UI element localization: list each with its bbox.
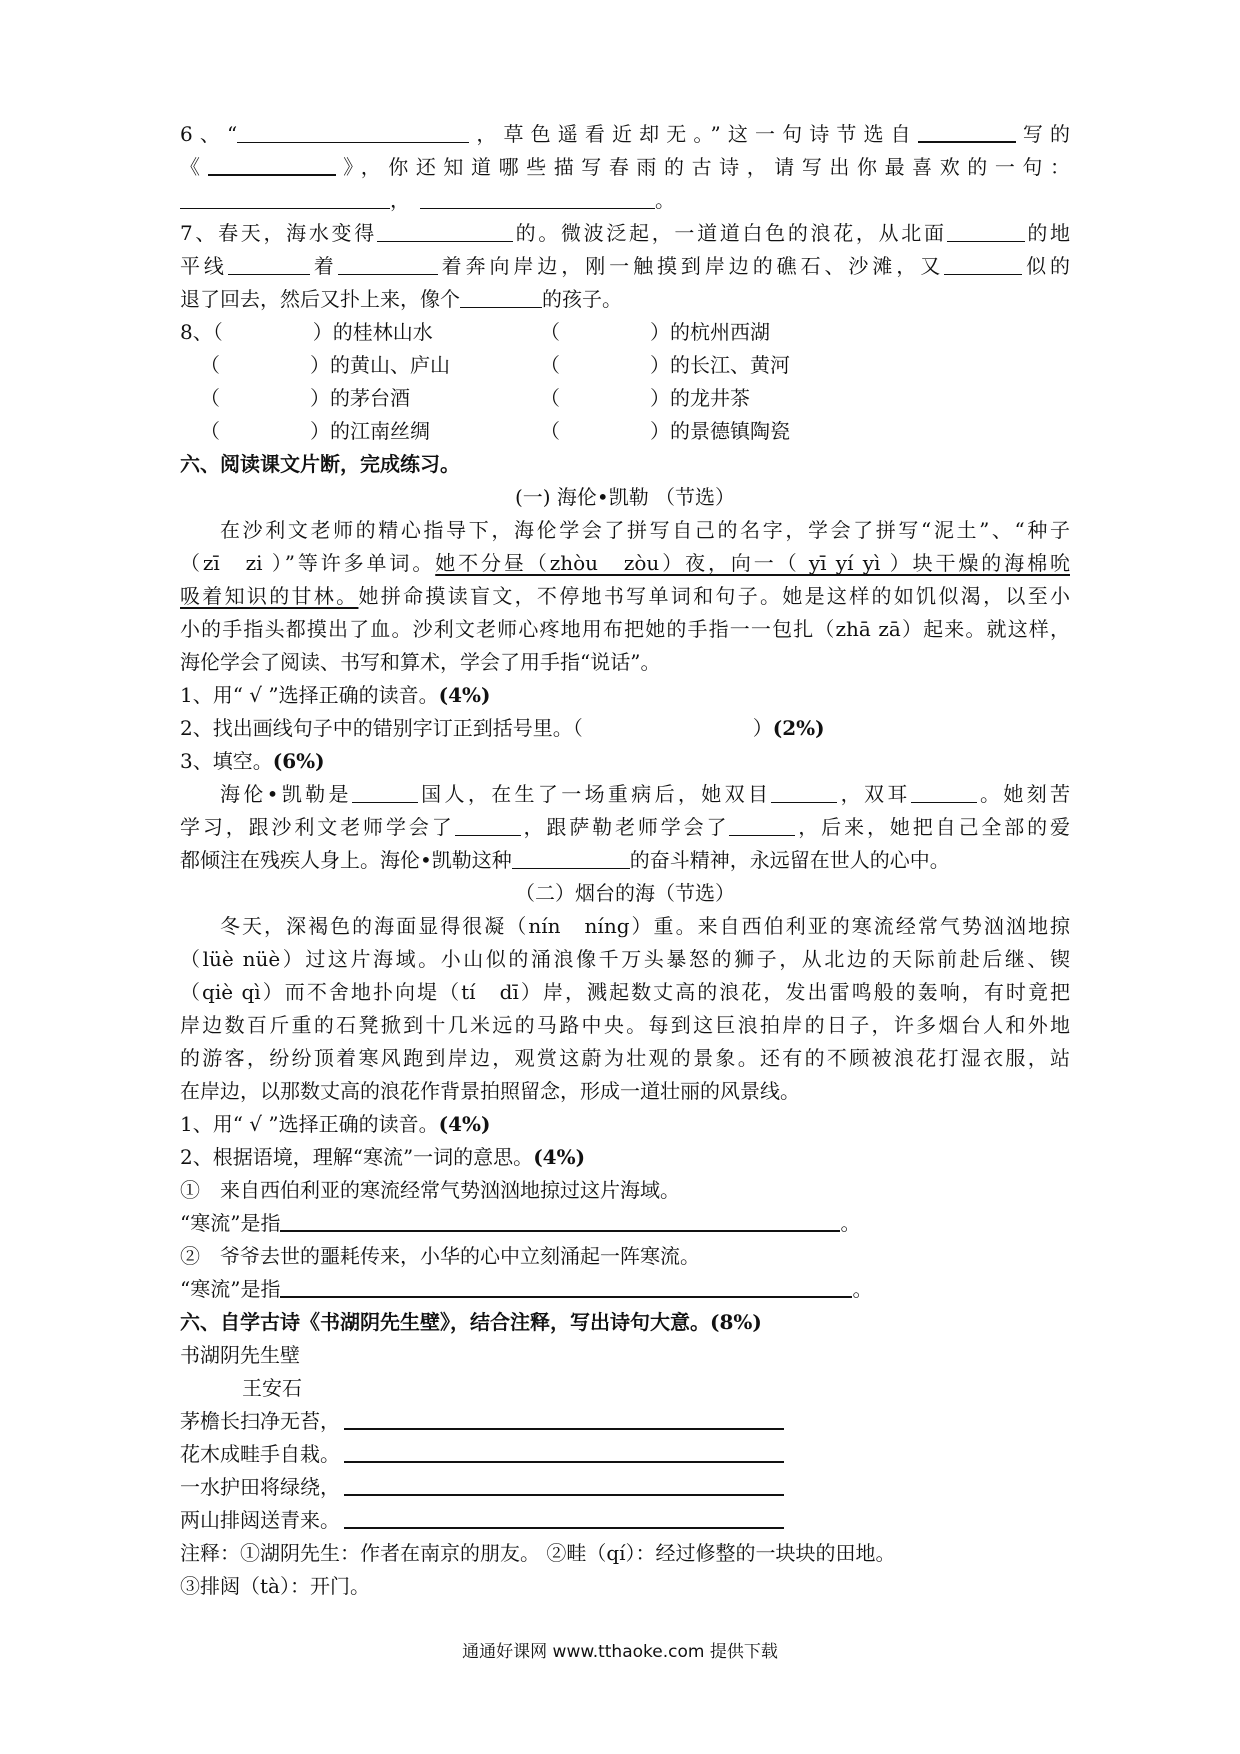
fill-text: ，跟萨勒老师学会了 bbox=[520, 815, 730, 839]
section-heading bbox=[180, 1306, 1070, 1339]
fill-text: 海伦•凯勒是 bbox=[220, 782, 352, 806]
fill-text: 国人，在生了一场重病后，她双目 bbox=[417, 782, 772, 806]
q8-item: 的景德镇陶瓷 bbox=[670, 419, 790, 443]
passage-line: 在岸边，以那数丈高的浪花作背景拍照留念，形成一道壮丽的风景线。 bbox=[180, 1079, 800, 1103]
section-heading: 六、阅读课文片断，完成练习。 bbox=[180, 452, 460, 476]
q7-line-1 bbox=[180, 217, 1070, 250]
passage-line bbox=[180, 580, 1070, 613]
passage-text: 她拼命摸读盲文，不停地书写单词和句子。她是这样的如饥似渴，以至小 bbox=[358, 584, 1071, 608]
answer-blank[interactable] bbox=[228, 252, 310, 275]
passage-line bbox=[180, 547, 1070, 580]
passage-title: （二）烟台的海（节选） bbox=[515, 881, 735, 905]
poem-note: ③排闼（tà）：开门。 bbox=[180, 1574, 370, 1598]
score: (4%) bbox=[438, 683, 491, 707]
bracket: ） bbox=[650, 320, 670, 344]
q6-text: ，草色遥看近却无。”这一句诗节选自 bbox=[469, 122, 918, 146]
answer-blank[interactable] bbox=[180, 186, 390, 209]
fill-line bbox=[180, 811, 1070, 844]
fill-text: 都倾注在残疾人身上。海伦•凯勒这种 bbox=[180, 848, 512, 872]
q6-text: 《 bbox=[180, 155, 208, 179]
poem-text: 茅檐长扫净无苔， bbox=[180, 1409, 340, 1433]
answer-blank[interactable] bbox=[280, 1208, 840, 1232]
q7-line-2 bbox=[180, 250, 1070, 283]
q7-line-3 bbox=[180, 283, 1070, 316]
q7-text: 的。微波泛起，一道道白色的浪花，从北面 bbox=[512, 221, 947, 245]
question bbox=[180, 1141, 1070, 1174]
q8-item: 的杭州西湖 bbox=[670, 320, 770, 344]
answer-blank[interactable] bbox=[918, 119, 1016, 143]
bracket: ） bbox=[650, 353, 670, 377]
question bbox=[180, 712, 1070, 745]
answer-blank[interactable] bbox=[455, 813, 521, 836]
q6-text: 》，你还知道哪些描写春雨的古诗，请写出你最喜欢的一句： bbox=[335, 155, 1071, 179]
q7-text: 似的 bbox=[1022, 254, 1071, 278]
poem-line bbox=[180, 1405, 1070, 1438]
score: (2%) bbox=[772, 716, 825, 740]
passage-line: 岸边数百斤重的石凳掀到十几米远的马路中央。每到这巨浪拍岸的日子，许多烟台人和外地 bbox=[180, 1013, 1070, 1037]
passage-line: 小的手指头都摸出了血。沙利文老师心疼地用布把她的手指一一包扎（zhā zā）起来。就这样， bbox=[180, 617, 1070, 641]
fill-text: 的奋斗精神，永远留在世人的心中。 bbox=[629, 848, 950, 872]
answer-blank[interactable] bbox=[729, 813, 795, 836]
q8-number: 8、 bbox=[180, 320, 213, 344]
fill-text: ，后来，她把自己全部的爱 bbox=[795, 815, 1071, 839]
score: (6%) bbox=[272, 749, 325, 773]
underlined-sentence: 吸着知识的甘林。 bbox=[180, 584, 359, 608]
answer-blank[interactable] bbox=[344, 1406, 784, 1430]
score: (4%) bbox=[533, 1145, 586, 1169]
q6-text: 写的 bbox=[1015, 122, 1071, 146]
fill-line bbox=[180, 844, 1070, 877]
answer-label: “寒流”是指 bbox=[180, 1211, 281, 1235]
q8-right bbox=[540, 349, 790, 382]
poem-title: 书湖阴先生壁 bbox=[180, 1343, 300, 1367]
q8-item: 的黄山、庐山 bbox=[330, 353, 450, 377]
question-text: 1、用“ √ ”选择正确的读音。 bbox=[180, 1112, 439, 1136]
bracket: ） bbox=[752, 716, 773, 740]
period: 。 bbox=[852, 1277, 873, 1301]
answer-blank[interactable] bbox=[377, 219, 513, 242]
q8-item: 的长江、黄河 bbox=[670, 353, 790, 377]
answer-blank[interactable] bbox=[344, 1439, 784, 1463]
poem-line bbox=[180, 1471, 1070, 1504]
score: (4%) bbox=[438, 1112, 491, 1136]
q7-text: 着奔向岸边，刚一触摸到岸边的礁石、沙滩，又 bbox=[437, 254, 945, 278]
answer-label: “寒流”是指 bbox=[180, 1277, 281, 1301]
answer-blank[interactable] bbox=[344, 1505, 784, 1529]
passage-line: 海伦学会了阅读、书写和算术，学会了用手指“说话”。 bbox=[180, 650, 661, 674]
question bbox=[180, 679, 1070, 712]
question bbox=[180, 745, 1070, 778]
fill-text: 。她刻苦 bbox=[976, 782, 1071, 806]
passage-line: 在沙利文老师的精心指导下，海伦学会了拼写自己的名字，学会了拼写“泥土”、“种子 bbox=[220, 518, 1070, 542]
answer-blank[interactable] bbox=[420, 186, 655, 209]
bracket: （ bbox=[200, 386, 220, 410]
q6-text: 6、“ bbox=[180, 122, 238, 146]
bracket: ） bbox=[310, 419, 330, 443]
passage-text: （zī zi ）”等许多单词。 bbox=[180, 551, 436, 575]
footer-credit: 通通好课网 www.tthaoke.com 提供下载 bbox=[462, 1642, 778, 1662]
answer-blank[interactable] bbox=[947, 219, 1025, 242]
q7-text: 退了回去，然后又扑上来，像个 bbox=[180, 287, 460, 311]
poem-line bbox=[180, 1504, 1070, 1537]
bracket: ） bbox=[650, 386, 670, 410]
bracket: （ bbox=[200, 353, 220, 377]
q8-row bbox=[180, 415, 1070, 448]
answer-line bbox=[180, 1207, 1070, 1240]
q8-item: 的江南丝绸 bbox=[330, 419, 430, 443]
bracket: （ bbox=[540, 419, 560, 443]
fill-text: ，双耳 bbox=[837, 782, 911, 806]
bracket: ） bbox=[312, 320, 333, 344]
q8-item: 的桂林山水 bbox=[332, 320, 433, 344]
q8-item: 的龙井茶 bbox=[670, 386, 750, 410]
poem-text: 两山排闼送青来。 bbox=[180, 1508, 340, 1532]
question-text: 2、根据语境，理解“寒流”一词的意思。 bbox=[180, 1145, 534, 1169]
bracket: （ bbox=[212, 320, 223, 344]
answer-blank[interactable] bbox=[944, 252, 1022, 275]
q6-text: ， bbox=[390, 188, 410, 212]
question-text: 2、找出画线句子中的错别字订正到括号里。（ bbox=[180, 716, 583, 740]
passage-line: 的游客，纷纷顶着寒风跑到岸边，观赏这蔚为壮观的景象。还有的不顾被浪花打湿衣服，站 bbox=[180, 1046, 1070, 1070]
q8-row bbox=[180, 316, 1070, 349]
worksheet-page bbox=[180, 118, 1070, 1603]
answer-blank[interactable] bbox=[771, 780, 837, 803]
score: (8%) bbox=[710, 1310, 762, 1334]
question-text: 1、用“ √ ”选择正确的读音。 bbox=[180, 683, 439, 707]
bracket: （ bbox=[200, 419, 220, 443]
answer-blank[interactable] bbox=[911, 780, 977, 803]
poem-note: 注释：①湖阴先生：作者在南京的朋友。 ②畦（qí）：经过修整的一块块的田地。 bbox=[180, 1541, 896, 1565]
passage-title: (一) 海伦•凯勒 （节选） bbox=[514, 485, 736, 509]
q7-text: 7、春天，海水变得 bbox=[180, 221, 377, 245]
q8-right bbox=[540, 415, 790, 448]
poem-line bbox=[180, 1438, 1070, 1471]
bracket: （ bbox=[540, 386, 560, 410]
heading-text: 六、自学古诗《书湖阴先生壁》，结合注释，写出诗句大意。 bbox=[180, 1310, 710, 1334]
q7-text: 的地 bbox=[1024, 221, 1071, 245]
q8-item: 的茅台酒 bbox=[330, 386, 410, 410]
bracket: ） bbox=[650, 419, 670, 443]
answer-blank[interactable] bbox=[352, 780, 418, 803]
q8-row bbox=[180, 349, 1070, 382]
q6-line-1 bbox=[180, 118, 1070, 151]
answer-blank[interactable] bbox=[512, 846, 630, 869]
underlined-sentence: 她不分昼（zhòu zòu）夜，向一（ yī yí yì ）块干燥的海棉吮 bbox=[435, 551, 1070, 575]
passage-line: （lüè nüè）过这片海域。小山似的涌浪像千万头暴怒的狮子，从北边的天际前赴后继、锲 bbox=[180, 947, 1070, 971]
q7-text: 的孩子。 bbox=[542, 287, 622, 311]
context-sentence: ② 爷爷去世的噩耗传来，小华的心中立刻涌起一阵寒流。 bbox=[180, 1244, 700, 1268]
bracket: ） bbox=[310, 353, 330, 377]
q7-text: 平线 bbox=[180, 254, 228, 278]
answer-line bbox=[180, 1273, 1070, 1306]
q6-line-3 bbox=[180, 184, 1070, 217]
q7-text: 着 bbox=[309, 254, 338, 278]
bracket: （ bbox=[540, 353, 560, 377]
passage-line: （qiè qì）而不舍地扑向堤（tí dī）岸，溅起数丈高的浪花，发出雷鸣般的轰响，有时竟把 bbox=[180, 980, 1070, 1004]
bracket: （ bbox=[540, 320, 560, 344]
q8-right bbox=[540, 382, 750, 415]
question bbox=[180, 1108, 1070, 1141]
answer-blank[interactable] bbox=[280, 1274, 852, 1298]
fill-text: 学习，跟沙利文老师学会了 bbox=[180, 815, 455, 839]
poem-author: 王安石 bbox=[242, 1376, 302, 1400]
context-sentence: ① 来自西伯利亚的寒流经常气势汹汹地掠过这片海域。 bbox=[180, 1178, 680, 1202]
poem-text: 一水护田将绿绕， bbox=[180, 1475, 340, 1499]
answer-blank[interactable] bbox=[208, 152, 336, 176]
q6-text: 。 bbox=[655, 188, 675, 212]
fill-line bbox=[180, 778, 1070, 811]
answer-blank[interactable] bbox=[338, 252, 438, 275]
passage-line: 冬天，深褐色的海面显得很凝（nín níng）重。来自西伯利亚的寒流经常气势汹汹地掠 bbox=[220, 914, 1070, 938]
answer-blank[interactable] bbox=[344, 1472, 784, 1496]
answer-blank[interactable] bbox=[237, 120, 469, 143]
q8-right bbox=[540, 316, 770, 349]
answer-blank[interactable] bbox=[460, 285, 542, 308]
question-text: 3、填空。 bbox=[180, 749, 273, 773]
q6-line-2 bbox=[180, 151, 1070, 184]
bracket: ） bbox=[310, 386, 330, 410]
period: 。 bbox=[840, 1211, 861, 1235]
poem-text: 花木成畦手自栽。 bbox=[180, 1442, 340, 1466]
q8-row bbox=[180, 382, 1070, 415]
